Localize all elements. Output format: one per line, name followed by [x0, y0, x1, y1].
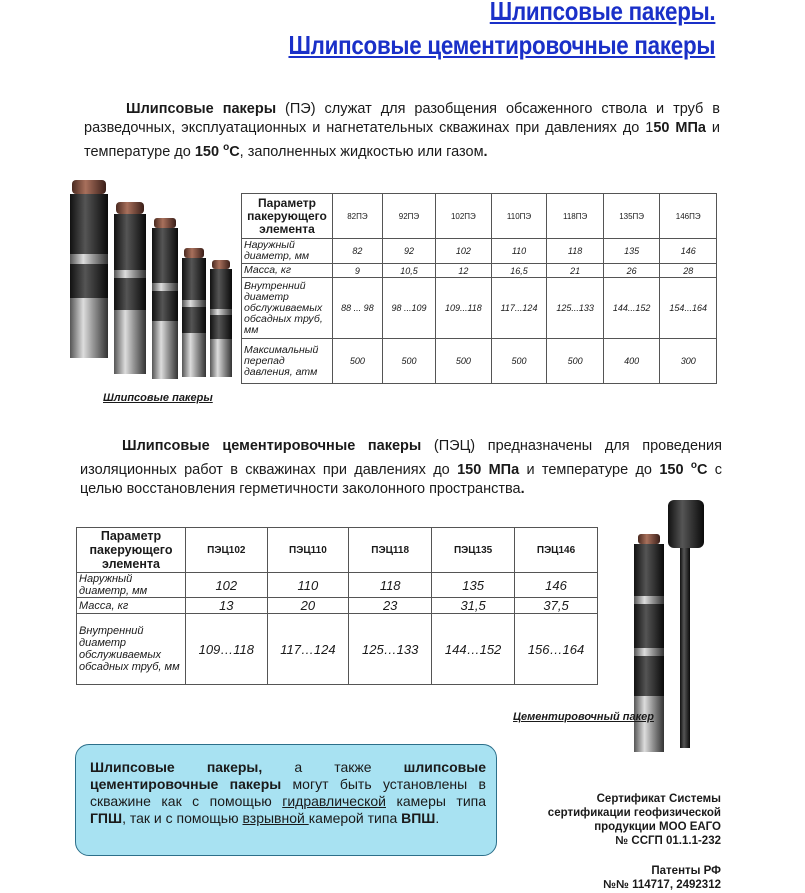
table-cell: 146	[660, 239, 717, 264]
table-cell: 118	[547, 239, 604, 264]
column-header: 92ПЭ	[382, 194, 435, 239]
column-header: 146ПЭ	[660, 194, 717, 239]
table-cell: 13	[186, 598, 268, 614]
table-cell: 109...118	[436, 278, 492, 339]
row-label: Масса, кг	[77, 598, 186, 614]
column-header: ПЭЦ118	[349, 528, 432, 573]
table-cell: 144…152	[432, 614, 515, 685]
table-header-row	[77, 528, 598, 573]
table-cell: 500	[333, 339, 383, 384]
table-row	[77, 598, 598, 614]
column-header: 102ПЭ	[436, 194, 492, 239]
intro-paragraph-packers: Шлипсовые пакеры (ПЭ) служат для разобщения обсаженного ствола и труб в разведочных, эксплуатационных и нагнетательных скважинах при давлениях до 150 МПа и температуре до 150 $^o$С, заполненных жидкостью или газом.	[84, 101, 721, 160]
table-cell: 500	[436, 339, 492, 384]
table-cell: 300	[660, 339, 717, 384]
table-header-row	[242, 194, 717, 239]
patents-line: №№ 114717, 2492312	[603, 879, 721, 891]
table-cell: 110	[267, 573, 349, 598]
installation-info-box: Шлипсовые пакеры, а также шлипсовые цементировочные пакеры могут быть установлены в скважине как с помощью гидравлической камеры типа ГПШ, так и с помощью взрывной камерой типа ВПШ.	[75, 744, 497, 856]
table-row	[242, 239, 717, 264]
table-cell: 88 ... 98	[333, 278, 383, 339]
row-label: Внутренний диаметр обслуживаемых обсадных труб, мм	[242, 278, 333, 339]
table-cell: 98 ...109	[382, 278, 435, 339]
table-cell: 110	[491, 239, 547, 264]
table-cell: 109…118	[186, 614, 268, 685]
table-cell: 20	[267, 598, 349, 614]
row-label: Наружный диаметр, мм	[242, 239, 333, 264]
table-cell: 156…164	[515, 614, 598, 685]
column-header: ПЭЦ135	[432, 528, 515, 573]
intro-bold: Шлипсовые пакеры	[126, 101, 277, 117]
table-cell: 21	[547, 264, 604, 278]
table-cell: 118	[349, 573, 432, 598]
photo-caption-cement-packer: Цементировочный пакер	[513, 711, 654, 723]
table-row	[242, 339, 717, 384]
column-header: 135ПЭ	[603, 194, 660, 239]
table-cell: 28	[660, 264, 717, 278]
column-header: 82ПЭ	[333, 194, 383, 239]
table-cell: 102	[186, 573, 268, 598]
table-cell: 500	[491, 339, 547, 384]
cement-packers-spec-table	[76, 527, 598, 685]
table-cell: 10,5	[382, 264, 435, 278]
patents-block	[603, 864, 721, 892]
column-header: 110ПЭ	[491, 194, 547, 239]
table-cell: 400	[603, 339, 660, 384]
table-cell: 144...152	[603, 278, 660, 339]
table-cell: 26	[603, 264, 660, 278]
intro-bold: Шлипсовые цементировочные пакеры	[122, 438, 422, 454]
table-cell: 31,5	[432, 598, 515, 614]
table-cell: 16,5	[491, 264, 547, 278]
packers-spec-table	[241, 193, 717, 384]
table-cell: 9	[333, 264, 383, 278]
row-label: Наружный диаметр, мм	[77, 573, 186, 598]
row-label: Масса, кг	[242, 264, 333, 278]
table-cell: 500	[547, 339, 604, 384]
table-cell: 23	[349, 598, 432, 614]
table-cell: 102	[436, 239, 492, 264]
table-row	[77, 614, 598, 685]
table-cell: 135	[603, 239, 660, 264]
table-cell: 154...164	[660, 278, 717, 339]
table-cell: 125…133	[349, 614, 432, 685]
photo-caption-packers: Шлипсовые пакеры	[103, 392, 213, 404]
table-row	[242, 278, 717, 339]
table-cell: 135	[432, 573, 515, 598]
param-header: Параметр пакерующего элемента	[77, 528, 186, 573]
page-subtitle: Шлипсовые цементировочные пакеры	[288, 30, 715, 60]
certificate-line: Сертификат Системы	[596, 793, 721, 805]
slip-packers-photo	[66, 180, 238, 385]
table-cell: 117...124	[491, 278, 547, 339]
column-header: ПЭЦ110	[267, 528, 349, 573]
patents-line: Патенты РФ	[651, 865, 721, 877]
certificate-line: сертификации геофизической	[547, 807, 721, 819]
certificate-line: продукции МОО ЕАГО	[594, 821, 721, 833]
row-label: Максимальный перепад давления, атм	[242, 339, 333, 384]
column-header: ПЭЦ102	[186, 528, 268, 573]
table-cell: 146	[515, 573, 598, 598]
column-header: ПЭЦ146	[515, 528, 598, 573]
table-cell: 117…124	[267, 614, 349, 685]
table-cell: 12	[436, 264, 492, 278]
param-header: Параметр пакерующего элемента	[242, 194, 333, 239]
certificate-line: № ССГП 01.1.1-232	[615, 835, 721, 847]
table-row	[77, 573, 598, 598]
certificate-block	[548, 792, 721, 848]
table-row	[242, 264, 717, 278]
table-cell: 92	[382, 239, 435, 264]
table-cell: 37,5	[515, 598, 598, 614]
column-header: 118ПЭ	[547, 194, 604, 239]
table-cell: 500	[382, 339, 435, 384]
intro-paragraph-cement-packers: Шлипсовые цементировочные пакеры (ПЭЦ) предназначены для проведения изоляционных работ в скважинах при давлениях до 150 МПа и температуре до 150 $^o$С с целью восстановления герметичности заколонного пространства.	[80, 438, 722, 497]
row-label: Внутренний диаметр обслуживаемых обсадных труб, мм	[77, 614, 186, 685]
page-title: Шлипсовые пакеры.	[489, 0, 715, 26]
table-cell: 125...133	[547, 278, 604, 339]
table-cell: 82	[333, 239, 383, 264]
